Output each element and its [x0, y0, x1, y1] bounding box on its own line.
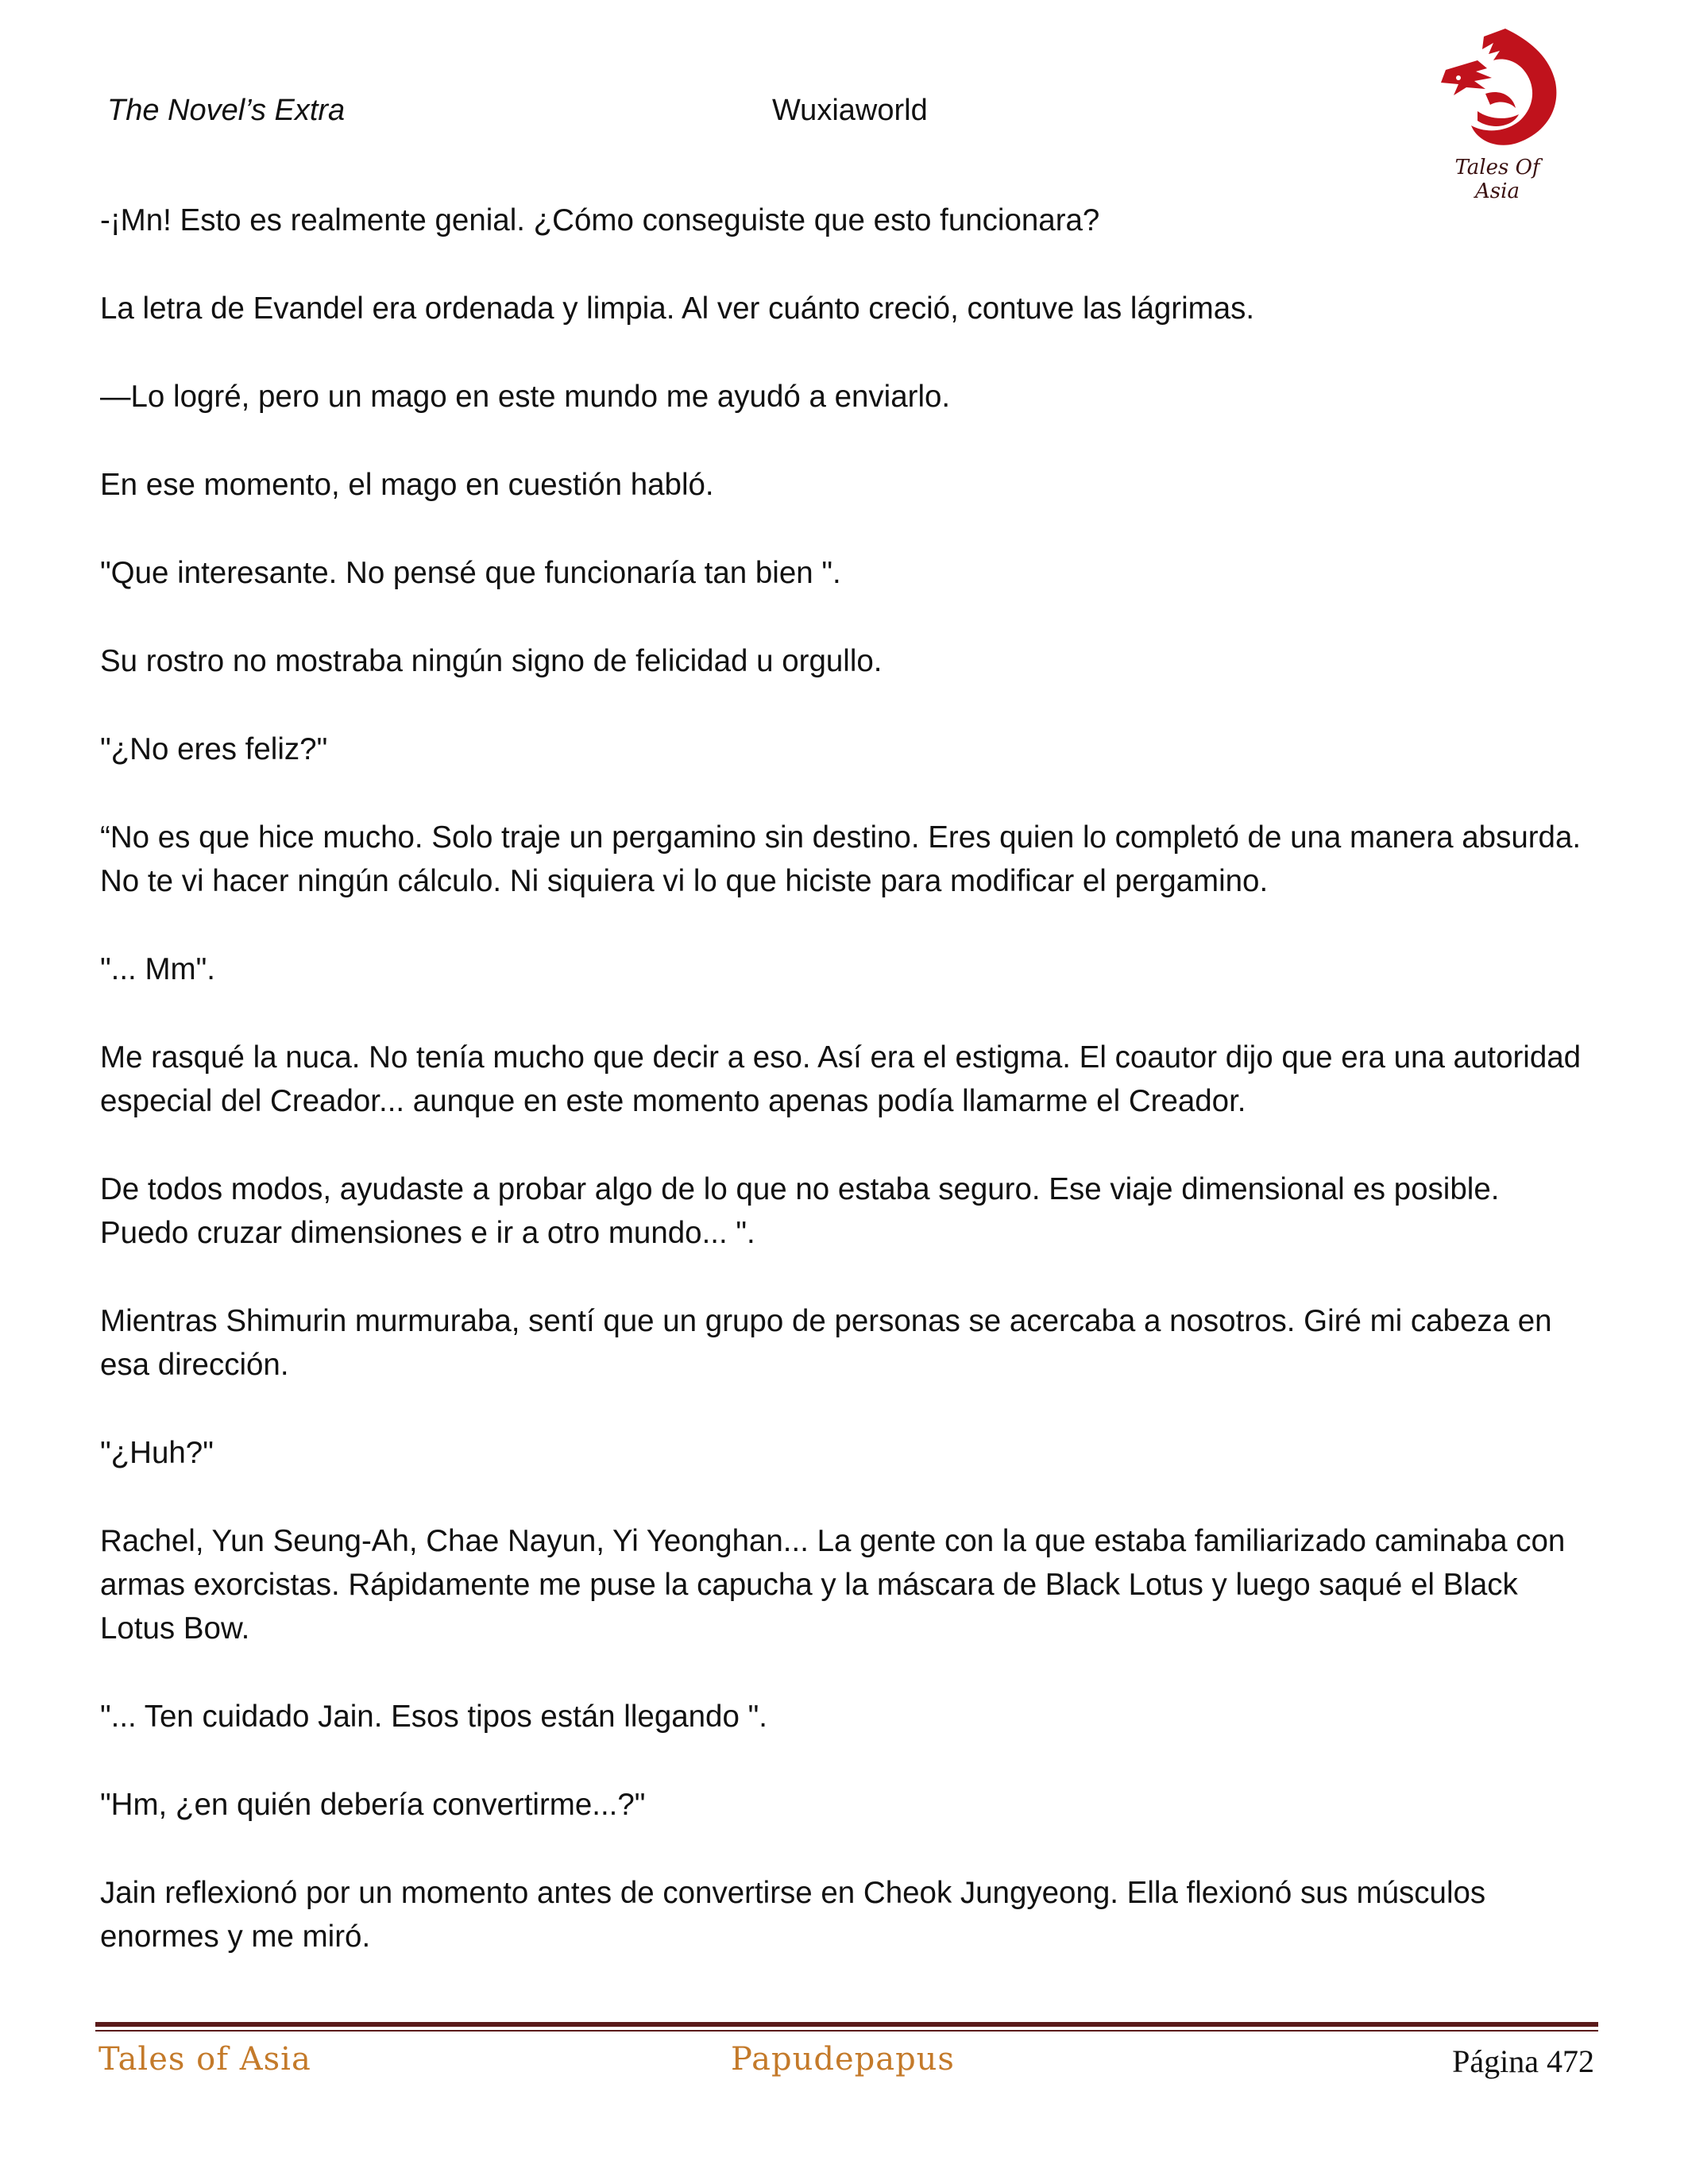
dragon-logo-icon — [1430, 22, 1565, 157]
paragraph: Jain reflexionó por un momento antes de convertirse en Cheok Jungyeong. Ella flexionó sus músculos enormes y me miró. — [100, 1876, 1486, 1954]
paragraph: "Hm, ¿en quién debería convertirme...?" — [100, 1788, 646, 1822]
header-book-title: The Novel’s Extra — [107, 94, 346, 127]
paragraph: “No es que hice mucho. Solo traje un pergamino sin destino. Eres quien lo completó de una manera absurda. No te vi hacer ningún cálculo. Ni siquiera vi lo que hiciste para modificar el pergamino. — [100, 820, 1582, 898]
paragraph: Mientras Shimurin murmuraba, sentí que un grupo de personas se acercaba a nosotros. Giré mi cabeza en esa dirección. — [100, 1304, 1552, 1382]
paragraph: En ese momento, el mago en cuestión habló. — [100, 468, 714, 502]
paragraph: "Que interesante. No pensé que funcionaría tan bien ". — [100, 556, 841, 590]
logo-text: Tales Of Asia — [1454, 156, 1540, 203]
paragraph: Rachel, Yun Seung-Ah, Chae Nayun, Yi Yeonghan... La gente con la que estaba familiarizado caminaba con armas exorcistas. Rápidamente me puse la capucha y la máscara de Black Lotus y luego saqué el Black Lotus Bow. — [100, 1524, 1566, 1646]
tales-of-asia-logo — [1430, 22, 1565, 203]
paragraph: "¿Huh?" — [100, 1436, 214, 1470]
paragraph: "... Ten cuidado Jain. Esos tipos están llegando ". — [100, 1700, 767, 1734]
paragraph: —Lo logré, pero un mago en este mundo me ayudó a enviarlo. — [100, 380, 951, 414]
paragraph: Me rasqué la nuca. No tenía mucho que decir a eso. Así era el estigma. El coautor dijo que era una autoridad especial del Creador... aunque en este momento apenas podía llamarme el Creador. — [100, 1040, 1582, 1118]
paragraph: De todos modos, ayudaste a probar algo de lo que no estaba seguro. Ese viaje dimensional es posible. Puedo cruzar dimensiones e ir a otro mundo... ". — [100, 1172, 1500, 1250]
footer-center-text: Papudepapus — [731, 2041, 955, 2078]
header-source: Wuxiaworld — [772, 94, 928, 127]
footer-rule — [95, 2022, 1598, 2027]
body-text — [100, 199, 1593, 2003]
paragraph: "¿No eres feliz?" — [100, 732, 328, 766]
paragraph: "... Mm". — [100, 952, 215, 986]
footer-rule-thin — [95, 2030, 1598, 2032]
paragraph: -¡Mn! Esto es realmente genial. ¿Cómo conseguiste que esto funcionara? — [100, 203, 1100, 237]
paragraph: Su rostro no mostraba ningún signo de felicidad u orgullo. — [100, 644, 883, 678]
footer-left-text: Tales of Asia — [98, 2041, 311, 2078]
paragraph: La letra de Evandel era ordenada y limpia. Al ver cuánto creció, contuve las lágrimas. — [100, 291, 1255, 326]
page-number: Página 472 — [1452, 2043, 1594, 2079]
